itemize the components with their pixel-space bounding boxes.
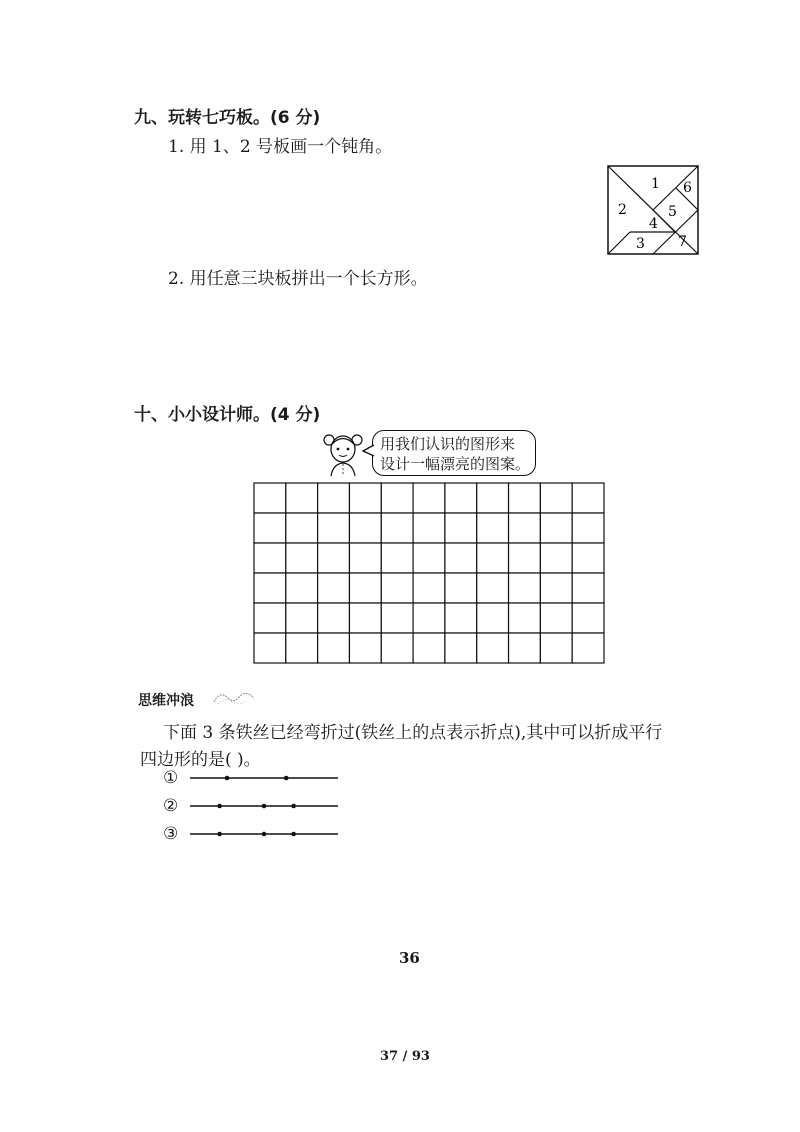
grid-cell[interactable] xyxy=(413,543,445,573)
grid-cell[interactable] xyxy=(413,603,445,633)
section9-title: 九、玩转七巧板。(6 分) xyxy=(134,108,321,128)
grid-cell[interactable] xyxy=(254,513,286,543)
grid-cell[interactable] xyxy=(286,543,318,573)
wire-3 xyxy=(188,829,340,839)
tangram-label-5: 5 xyxy=(668,204,677,220)
bubble-line-1: 用我们认识的图形来 xyxy=(380,435,516,453)
fold-point xyxy=(262,832,267,837)
grid-cell[interactable] xyxy=(286,603,318,633)
fold-point xyxy=(291,832,296,837)
grid-cell[interactable] xyxy=(381,543,413,573)
fold-point xyxy=(217,832,222,837)
grid-cell[interactable] xyxy=(381,633,413,663)
grid-cell[interactable] xyxy=(509,483,541,513)
grid-cell[interactable] xyxy=(572,483,604,513)
grid-cell[interactable] xyxy=(318,633,350,663)
grid-cell[interactable] xyxy=(349,573,381,603)
grid-cell[interactable] xyxy=(477,543,509,573)
design-grid[interactable] xyxy=(253,482,605,664)
grid-cell[interactable] xyxy=(318,513,350,543)
grid-cell[interactable] xyxy=(445,513,477,543)
grid-cell[interactable] xyxy=(318,543,350,573)
tangram-label-3: 3 xyxy=(636,236,645,252)
grid-cell[interactable] xyxy=(349,513,381,543)
tangram-label-6: 6 xyxy=(683,180,692,196)
tangram-figure xyxy=(606,164,700,256)
grid-cell[interactable] xyxy=(445,603,477,633)
grid-cell[interactable] xyxy=(286,633,318,663)
grid-cell[interactable] xyxy=(381,483,413,513)
grid-cell[interactable] xyxy=(509,573,541,603)
page-counter: 37 / 93 xyxy=(380,1049,430,1064)
grid-cell[interactable] xyxy=(540,603,572,633)
thinking-label: 思维冲浪 xyxy=(138,693,194,709)
grid-cell[interactable] xyxy=(477,633,509,663)
fold-point xyxy=(284,776,289,781)
grid-cell[interactable] xyxy=(509,513,541,543)
tangram-label-7: 7 xyxy=(678,234,687,250)
grid-cell[interactable] xyxy=(572,543,604,573)
section10-title: 十、小小设计师。(4 分) xyxy=(134,405,321,425)
grid-cell[interactable] xyxy=(540,483,572,513)
section9-question2: 2. 用任意三块板拼出一个长方形。 xyxy=(168,269,428,289)
grid-cell[interactable] xyxy=(477,483,509,513)
grid-cell[interactable] xyxy=(509,633,541,663)
speech-bubble-tail xyxy=(362,444,376,458)
grid-cell[interactable] xyxy=(540,573,572,603)
grid-cell[interactable] xyxy=(413,573,445,603)
thinking-question-line2: 四边形的是( )。 xyxy=(140,750,261,770)
grid-cell[interactable] xyxy=(477,573,509,603)
grid-cell[interactable] xyxy=(349,543,381,573)
grid-cell[interactable] xyxy=(286,573,318,603)
wire-1 xyxy=(188,773,340,783)
grid-cell[interactable] xyxy=(445,543,477,573)
grid-cell[interactable] xyxy=(381,573,413,603)
tangram-label-1: 1 xyxy=(651,176,660,192)
girl-avatar-icon xyxy=(318,428,368,478)
tangram-label-4: 4 xyxy=(649,216,658,232)
grid-cell[interactable] xyxy=(381,603,413,633)
fold-point xyxy=(262,804,267,809)
grid-cell[interactable] xyxy=(540,543,572,573)
grid-cell[interactable] xyxy=(572,513,604,543)
grid-cell[interactable] xyxy=(318,483,350,513)
grid-cell[interactable] xyxy=(509,543,541,573)
wire-label-2: ② xyxy=(163,796,179,816)
grid-cell[interactable] xyxy=(509,603,541,633)
section9-question1: 1. 用 1、2 号板画一个钝角。 xyxy=(168,137,393,157)
swirl-decoration-icon xyxy=(212,688,256,706)
grid-cell[interactable] xyxy=(318,573,350,603)
grid-cell[interactable] xyxy=(413,513,445,543)
grid-cell[interactable] xyxy=(477,513,509,543)
grid-cell[interactable] xyxy=(254,633,286,663)
fold-point xyxy=(291,804,296,809)
wire-label-3: ③ xyxy=(163,824,179,844)
grid-cell[interactable] xyxy=(254,543,286,573)
grid-cell[interactable] xyxy=(572,633,604,663)
grid-cell[interactable] xyxy=(318,603,350,633)
grid-cell[interactable] xyxy=(540,633,572,663)
grid-cell[interactable] xyxy=(254,483,286,513)
grid-cell[interactable] xyxy=(286,513,318,543)
grid-cell[interactable] xyxy=(254,573,286,603)
grid-cell[interactable] xyxy=(413,633,445,663)
grid-cell[interactable] xyxy=(413,483,445,513)
grid-cell[interactable] xyxy=(445,633,477,663)
tangram-label-2: 2 xyxy=(618,202,627,218)
grid-cell[interactable] xyxy=(477,603,509,633)
grid-cell[interactable] xyxy=(381,513,413,543)
wire-label-1: ① xyxy=(163,768,179,788)
grid-cell[interactable] xyxy=(540,513,572,543)
grid-cell[interactable] xyxy=(349,603,381,633)
grid-cell[interactable] xyxy=(254,603,286,633)
grid-cell[interactable] xyxy=(349,633,381,663)
fold-point xyxy=(225,776,230,781)
grid-cell[interactable] xyxy=(572,603,604,633)
grid-cell[interactable] xyxy=(445,573,477,603)
fold-point xyxy=(217,804,222,809)
bubble-line-2: 设计一幅漂亮的图案。 xyxy=(380,455,531,473)
page-number: 36 xyxy=(399,949,420,967)
grid-cell[interactable] xyxy=(286,483,318,513)
thinking-question-line1: 下面 3 条铁丝已经弯折过(铁丝上的点表示折点),其中可以折成平行 xyxy=(163,723,663,743)
grid-cell[interactable] xyxy=(445,483,477,513)
wire-2 xyxy=(188,801,340,811)
grid-cell[interactable] xyxy=(349,483,381,513)
grid-cell[interactable] xyxy=(572,573,604,603)
